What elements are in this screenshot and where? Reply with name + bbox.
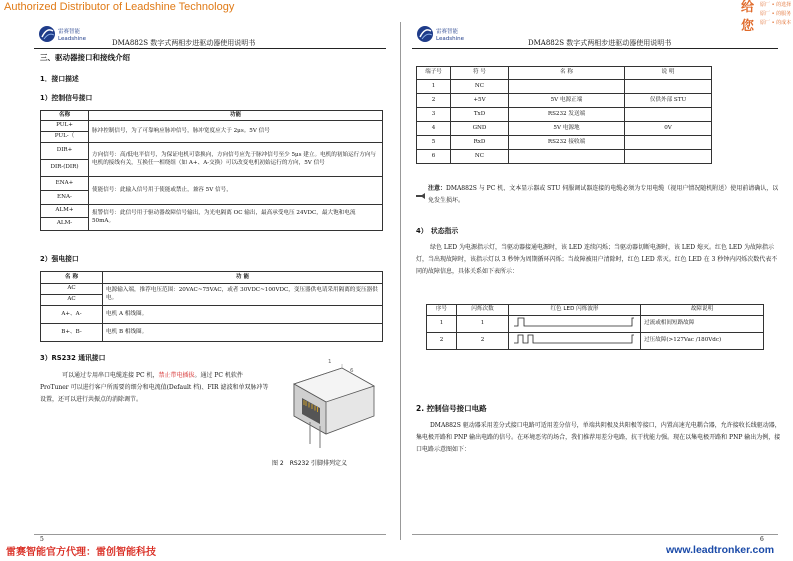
table-header-cell: 红色 LED 闪烁波形: [509, 305, 641, 316]
pin-cell: 5V 电源正端: [509, 94, 625, 108]
pin-cell: 5: [417, 136, 451, 150]
subsection-title: 3）RS232 通讯接口: [40, 354, 106, 362]
table-row: [41, 324, 383, 342]
table-header-cell: 功能: [89, 111, 383, 121]
left-doc-title: DMA882S 数字式两相步进驱动器使用说明书: [112, 39, 256, 47]
pin-cell: 2: [417, 94, 451, 108]
rs232-text: 。通过 PC 机软件 ProTuner 可以进行客户所需要的细分和电流值(Default 档)、FIR 滤波和单双脉冲等设置，还可以进行共振点的消除调节。: [40, 372, 269, 403]
table-header-cell: 序号: [427, 305, 457, 316]
fault-waveform: [509, 316, 641, 333]
subsection-title: 1．接口描述: [40, 75, 79, 83]
terminal-name: A+、A-: [41, 306, 103, 324]
pin-cell: [625, 150, 712, 164]
signal-name: PUL+: [41, 121, 89, 132]
pin-label: 6: [350, 368, 354, 374]
table-row: [417, 122, 712, 136]
table-row: [427, 316, 764, 333]
page-number: 6: [760, 536, 764, 543]
stamp-tag: 原厂 • 的服务: [760, 11, 792, 17]
pin-cell: GND: [451, 122, 509, 136]
rs232-paragraph: [40, 370, 270, 406]
logo-en-text: Leadshine: [436, 36, 464, 42]
section-title: 三、驱动器接口和接线介绍: [40, 53, 130, 62]
leadshine-logo-icon: [416, 24, 438, 44]
stamp-char: 您: [741, 19, 755, 34]
table-row: [417, 150, 712, 164]
table-row: [41, 205, 383, 218]
pin-cell: 5V 电源地: [509, 122, 625, 136]
table-row: [427, 333, 764, 350]
stamp-tags: [760, 1, 791, 28]
leadshine-logo-icon: [38, 24, 60, 44]
logo-cn-text: 雷赛智能: [436, 29, 459, 35]
table-row: [417, 136, 712, 150]
website-link[interactable]: www.leadtronker.com: [666, 544, 775, 556]
logo-en-text: Leadshine: [58, 36, 86, 42]
table-header-cell: 名 称: [41, 272, 103, 284]
logo-cn-text: 雷赛智能: [58, 29, 81, 35]
subsection-title: 2）强电接口: [40, 255, 79, 263]
table-row: [417, 94, 712, 108]
table-row: [417, 108, 712, 122]
agent-footer: 雷赛智能官方代理：雷创智能科技: [6, 547, 156, 558]
right-doc-title: DMA882S 数字式两相步进驱动器使用说明书: [528, 39, 672, 47]
pin-cell: TxD: [451, 108, 509, 122]
circuit-paragraph: DMA882S 驱动器采用差分式接口电路可适用差分信号，单端共阴极及共阳极等接口，内置高速光电耦合器，允许接收长线驱动器，集电极开路和 PNP 输出电路的信号。在环境恶劣的场合，我们推荐用差分电路，抗干扰能力强。现在以集电极开路和 PNP 输出为例，接口电路示意图如下：: [416, 422, 781, 453]
pin-cell: 6: [417, 150, 451, 164]
page-number: 5: [40, 536, 44, 543]
pin-cell: RS232 接收端: [509, 136, 625, 150]
signal-desc: 方向信号：高/低电平信号，为保证电机可靠换向，方向信号应先于脉冲信号至少 5μs 建立。电机的初始运行方向与电机的接线有关，互换任一相绕组（如 A+、A-交换）可以改变电机初始运行的方向，5V 信号: [89, 143, 383, 177]
waveform-one-pulse: [512, 316, 636, 328]
stamp-tag: 原厂 • 的成本: [760, 20, 792, 26]
signal-name: ENA+: [41, 177, 89, 191]
signal-name: DIR+: [41, 143, 89, 160]
fault-count: 1: [457, 316, 509, 333]
terminal-desc: 电机 B 相线圈。: [103, 324, 383, 342]
table-header-cell: 符 号: [451, 67, 509, 80]
signal-name: DIR-(DIR): [41, 160, 89, 177]
pin-label: 1: [328, 359, 332, 365]
pin-cell: 3: [417, 108, 451, 122]
pin-cell: +5V: [451, 94, 509, 108]
note-icon: [416, 185, 426, 204]
pin-cell: [625, 108, 712, 122]
rs232-connector-illustration: [280, 364, 380, 450]
terminal-name: B+、B-: [41, 324, 103, 342]
rs232-pin-table: [416, 66, 712, 164]
page-divider: [400, 22, 401, 540]
pin-cell: [625, 80, 712, 94]
signal-name: ALM-: [41, 218, 89, 231]
fault-count: 2: [457, 333, 509, 350]
power-table: [40, 271, 383, 342]
left-footer-rule: [34, 534, 386, 535]
signal-desc: 报警信号：此信号用于驱动器故障信号输出，为光电隔离 OC 输出，最高承受电压 24VDC，最大饱和电流 50mA。: [89, 205, 383, 231]
subsection-title: 4） 状态指示: [416, 227, 459, 235]
status-paragraph: 绿色 LED 为电源指示灯，当驱动器接通电源时，该 LED 连续闪烁；当驱动器切断电源时，该 LED 熄灭。红色 LED 为故障指示灯，当出现故障时，该指示灯以 3 秒钟为周期循环闪烁；当故障被用户清除时，红色 LED 常灭。红色 LED 在 3 秒钟内闪烁次数代表不同的故障信息，具体关系如下表所示：: [416, 244, 778, 275]
leadshine-logo-right: [416, 24, 438, 48]
table-header-row: [41, 111, 383, 121]
table-row: [417, 80, 712, 94]
table-header-cell: 功 能: [103, 272, 383, 284]
table-header-row: [41, 272, 383, 284]
fault-table: [426, 304, 764, 350]
rs232-text: 可以通过专用串口电缆连接 PC 机，: [62, 372, 159, 379]
fault-seq: 2: [427, 333, 457, 350]
note-label: 注意：: [428, 185, 447, 192]
section-title: 2. 控制信号接口电路: [416, 404, 487, 413]
terminal-desc: 电源输入端，推荐电压范围：20VAC~75VAC，或者 30VDC~100VDC，变压器供电请采用隔离的变压器供电。: [103, 284, 383, 306]
hotplug-warning: 禁止带电插拔: [158, 372, 195, 379]
waveform-two-pulse: [512, 333, 636, 345]
stamp-char: 给: [741, 0, 755, 15]
note-text: DMA882S 与 PC 机、文本显示器或 STU 伺服调试器连接的电缆必须为专用电缆（视用户情况随机附送）使用前请确认，以免发生损坏。: [428, 185, 779, 204]
fault-waveform: [509, 333, 641, 350]
pin-cell: NC: [451, 80, 509, 94]
terminal-name: AC: [41, 295, 103, 306]
signal-desc: 使能信号：此输入信号用于使能或禁止，兼容 5V 信号，: [89, 177, 383, 205]
distributor-banner: Authorized Distributor of Leadshine Technology: [4, 1, 235, 13]
pin-cell: [509, 80, 625, 94]
pin-cell: 1: [417, 80, 451, 94]
right-footer-rule: [412, 534, 778, 535]
signal-desc: 脉冲控制信号，为了可靠响应脉冲信号，脉冲宽度应大于 2μs。5V 信号: [89, 121, 383, 143]
pin-cell: NC: [451, 150, 509, 164]
fault-desc: 过流或相间短路故障: [641, 316, 764, 333]
table-row: [41, 121, 383, 132]
signal-name: ALM+: [41, 205, 89, 218]
pin-cell: RS232 发送端: [509, 108, 625, 122]
right-header-rule: [412, 48, 778, 49]
pin-cell: RxD: [451, 136, 509, 150]
stamp-tag: 原厂 • 的选择: [760, 2, 792, 8]
pin-cell: [509, 150, 625, 164]
table-header-cell: 端子号: [417, 67, 451, 80]
pin-cell: 仅供外部 STU: [625, 94, 712, 108]
terminal-desc: 电机 A 相线圈。: [103, 306, 383, 324]
table-header-row: [427, 305, 764, 316]
table-header-cell: 名 称: [509, 67, 625, 80]
distributor-stamp: [741, 1, 754, 34]
table-header-cell: 故障说明: [641, 305, 764, 316]
signal-name: ENA-: [41, 191, 89, 205]
pin-cell: 0V: [625, 122, 712, 136]
pin-cell: 4: [417, 122, 451, 136]
table-header-cell: 闪烁次数: [457, 305, 509, 316]
figure-caption: 图 2 RS232 引脚排列定义: [272, 460, 348, 467]
leadshine-logo-left: [38, 24, 60, 48]
subsection-title: 1）控制信号接口: [40, 94, 93, 102]
table-row: [41, 284, 383, 295]
terminal-name: AC: [41, 284, 103, 295]
note-paragraph: [428, 183, 782, 207]
pin-cell: [625, 136, 712, 150]
table-header-cell: 名称: [41, 111, 89, 121]
table-header-row: [417, 67, 712, 80]
control-signal-table: [40, 110, 383, 231]
pointer-hand-icon: [416, 192, 426, 200]
table-row: [41, 306, 383, 324]
signal-name: PUL-（: [41, 132, 89, 143]
table-row: [41, 177, 383, 191]
left-header-rule: [34, 48, 386, 49]
table-row: [41, 143, 383, 160]
fault-desc: 过压故障(>127Vac /180Vdc): [641, 333, 764, 350]
table-header-cell: 说 明: [625, 67, 712, 80]
fault-seq: 1: [427, 316, 457, 333]
